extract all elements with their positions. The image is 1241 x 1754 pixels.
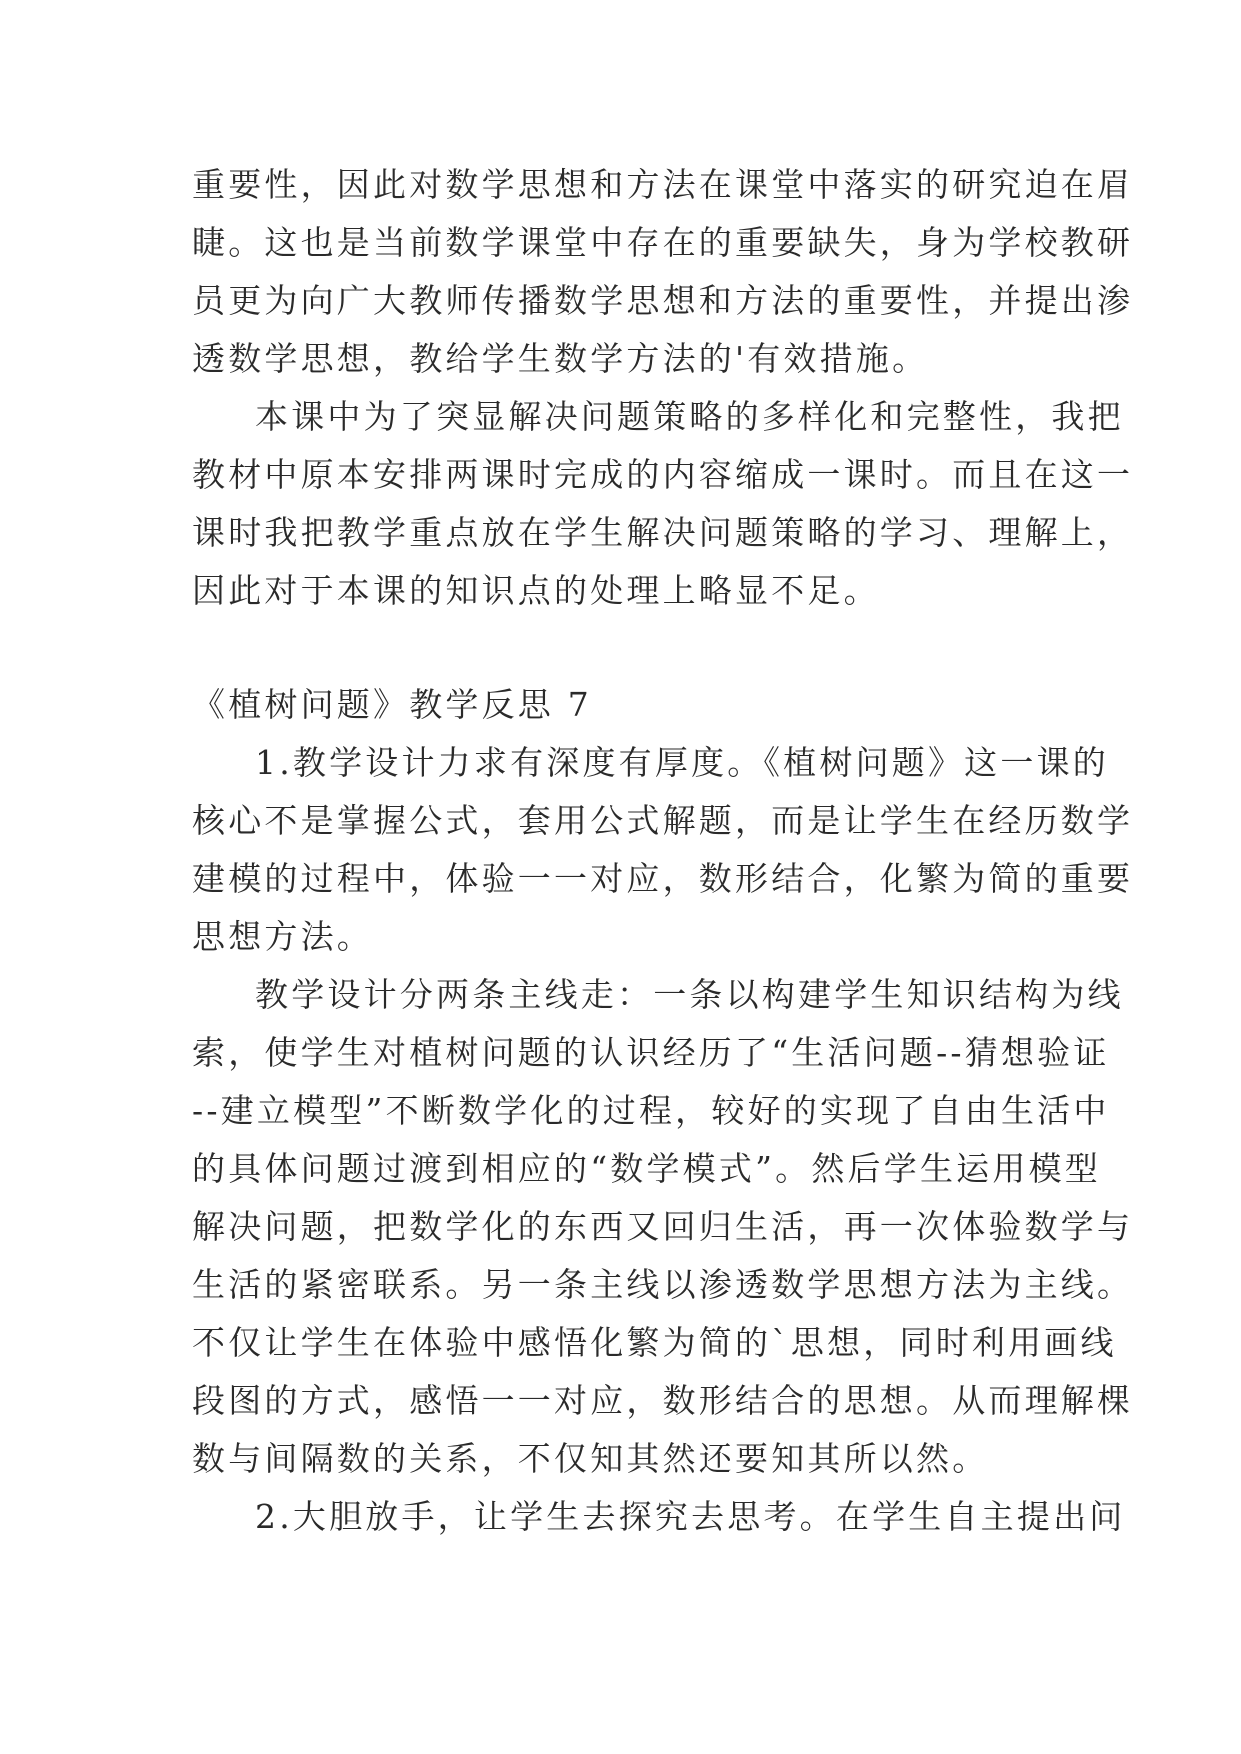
paragraph-line: 的具体问题过渡到相应的“数学模式”。然后学生运用模型 xyxy=(192,1149,1101,1188)
paragraph-line: 员更为向广大教师传播数学思想和方法的重要性，并提出渗 xyxy=(192,281,1134,320)
paragraph-line: 数与间隔数的关系，不仅知其然还要知其所以然。 xyxy=(192,1439,989,1478)
paragraph-line: 索，使学生对植树问题的认识经历了“生活问题--猜想验证 xyxy=(192,1033,1110,1072)
paragraph-line: 重要性，因此对数学思想和方法在课堂中落实的研究迫在眉 xyxy=(192,165,1134,204)
paragraph-line: 段图的方式，感悟一一对应，数形结合的思想。从而理解棵 xyxy=(192,1381,1134,1420)
paragraph-line: 1.教学设计力求有深度有厚度。《植树问题》这一课的 xyxy=(255,743,1109,782)
paragraph-line: 思想方法。 xyxy=(192,917,373,956)
paragraph-line: 2.大胆放手，让学生去探究去思考。在学生自主提出问 xyxy=(255,1497,1126,1536)
paragraph-line: 本课中为了突显解决问题策略的多样化和完整性，我把 xyxy=(255,397,1124,436)
paragraph-line: 生活的紧密联系。另一条主线以渗透数学思想方法为主线。 xyxy=(192,1265,1134,1304)
paragraph-line: 课时我把教学重点放在学生解决问题策略的学习、理解上， xyxy=(192,513,1134,552)
paragraph-line: 睫。这也是当前数学课堂中存在的重要缺失，身为学校教研 xyxy=(192,223,1134,262)
section-title: 《植树问题》教学反思 7 xyxy=(192,685,592,724)
paragraph-line: 透数学思想，教给学生数学方法的'有效措施。 xyxy=(192,339,929,378)
paragraph-line: 教材中原本安排两课时完成的内容缩成一课时。而且在这一 xyxy=(192,455,1134,494)
paragraph-line: 因此对于本课的知识点的处理上略显不足。 xyxy=(192,571,880,610)
paragraph-line: 核心不是掌握公式，套用公式解题，而是让学生在经历数学 xyxy=(192,801,1134,840)
paragraph-line: 解决问题，把数学化的东西又回归生活，再一次体验数学与 xyxy=(192,1207,1134,1246)
paragraph-line: 建模的过程中，体验一一对应，数形结合，化繁为简的重要 xyxy=(192,859,1134,898)
paragraph-line: --建立模型”不断数学化的过程，较好的实现了自由生活中 xyxy=(192,1091,1110,1130)
paragraph-line: 不仅让学生在体验中感悟化繁为简的`思想，同时利用画线 xyxy=(192,1323,1117,1362)
paragraph-line: 教学设计分两条主线走：一条以构建学生知识结构为线 xyxy=(255,975,1124,1014)
